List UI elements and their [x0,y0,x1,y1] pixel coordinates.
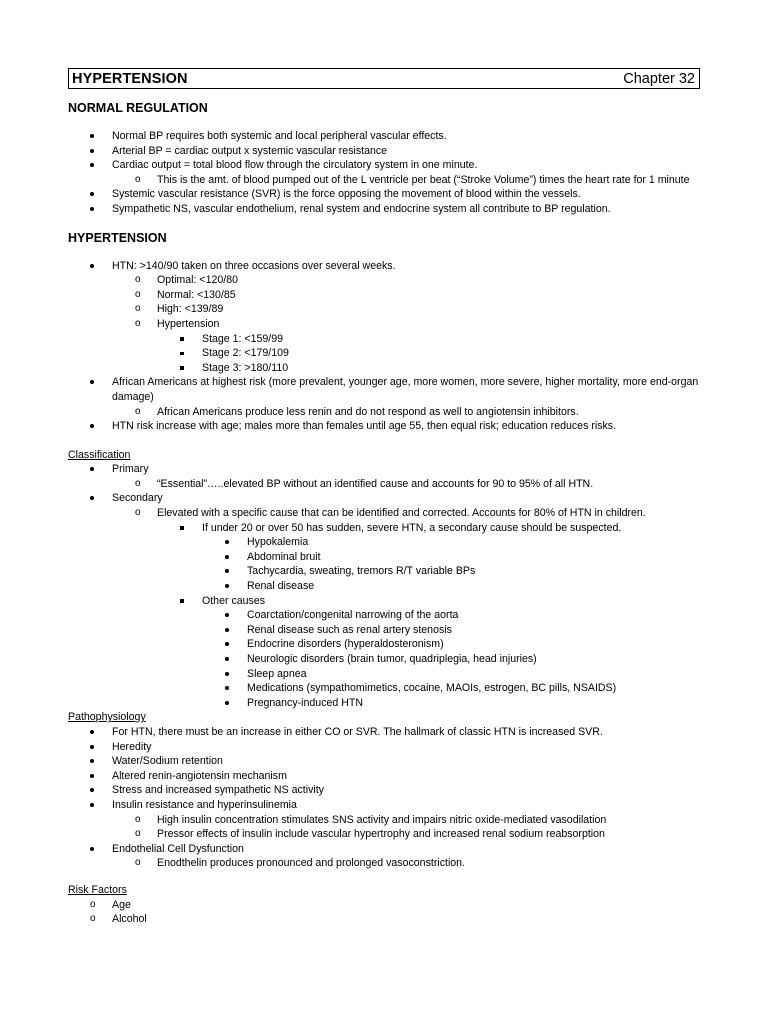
list-item: Stress and increased sympathetic NS activity [68,783,708,798]
list-item: Endocrine disorders (hyperaldosteronism) [68,637,708,652]
circle-bullet-icon: o [135,303,141,315]
bullet-icon [225,657,229,661]
list-item: Primary [68,462,708,477]
bullet-icon [90,149,94,153]
normal-regulation-list [68,129,708,217]
list-item: o This is the amt. of blood pumped out of the L ventricle per beat (“Stroke Volume”) times the heart rate for 1 minute [135,173,690,186]
square-bullet-icon [180,599,184,603]
bullet-icon [225,569,229,573]
hypertension-list [68,259,708,434]
list-item: Neurologic disorders (brain tumor, quadriplegia, head injuries) [68,652,708,667]
bullet-icon [90,774,94,778]
list-item: o Elevated with a specific cause that can be identified and corrected. Accounts for 80% of HTN in children. [135,507,646,520]
circle-bullet-icon: o [135,317,141,329]
list-item: HTN: >140/90 taken on three occasions over several weeks. [68,259,708,274]
bullet-icon [90,163,94,167]
list-item: o Optimal: <120/80 [135,274,238,287]
list-item: o Normal: <130/85 [135,288,236,301]
list-item: Secondary [68,491,708,506]
circle-bullet-icon: o [135,813,141,825]
list-item: o Age [90,898,131,911]
list-item: Other causes [68,594,708,609]
subheading-pathophysiology: Pathophysiology [68,711,146,724]
bullet-icon [90,134,94,138]
bullet-icon [90,730,94,734]
circle-bullet-icon: o [135,477,141,489]
list-item: If under 20 or over 50 has sudden, severe HTN, a secondary cause should be suspected. [68,521,708,536]
bullet-icon [90,207,94,211]
list-item: For HTN, there must be an increase in either CO or SVR. The hallmark of classic HTN is increased SVR. [68,725,708,740]
bullet-icon [225,672,229,676]
circle-bullet-icon: o [90,898,96,910]
bullet-icon [90,424,94,428]
list-item: Medications (sympathomimetics, cocaine, MAOIs, estrogen, BC pills, NSAIDS) [68,681,708,696]
section-heading-normal-regulation: NORMAL REGULATION [68,101,208,115]
bullet-icon [90,745,94,749]
list-item: o Alcohol [90,913,147,926]
square-bullet-icon [180,352,184,356]
bullet-icon [225,613,229,617]
bullet-icon [90,192,94,196]
circle-bullet-icon: o [135,405,141,417]
bullet-icon [225,701,229,705]
list-item: Renal disease [68,579,708,594]
list-item: o Pressor effects of insulin include vascular hypertrophy and increased renal sodium reabsorption [135,828,605,841]
bullet-icon [225,686,229,690]
bullet-icon [90,496,94,500]
bullet-icon [90,467,94,471]
document-body [68,100,708,927]
square-bullet-icon [180,337,184,341]
square-bullet-icon [180,366,184,370]
circle-bullet-icon: o [135,274,141,286]
bullet-icon [90,264,94,268]
list-item: o High insulin concentration stimulates SNS activity and impairs nitric oxide-mediated vasodilation [135,813,607,826]
bullet-icon [225,584,229,588]
bullet-icon [90,847,94,851]
list-item: Endothelial Cell Dysfunction [68,842,708,857]
list-item: Water/Sodium retention [68,754,708,769]
bullet-icon [90,759,94,763]
risk-factors-list [68,898,708,927]
list-item: Abdominal bruit [68,550,708,565]
circle-bullet-icon: o [135,828,141,840]
chapter-label: Chapter 32 [623,70,695,87]
circle-bullet-icon: o [135,507,141,519]
list-item: Heredity [68,740,708,755]
list-item: Renal disease such as renal artery stenosis [68,623,708,638]
list-item: Arterial BP = cardiac output x systemic vascular resistance [68,144,708,159]
list-item: Tachycardia, sweating, tremors R/T variable BPs [68,564,708,579]
list-item: o High: <139/89 [135,303,224,316]
list-item: Stage 2: <179/109 [68,346,708,361]
subheading-risk-factors: Risk Factors [68,883,127,896]
bullet-icon [225,642,229,646]
list-item: Systemic vascular resistance (SVR) is the force opposing the movement of blood within the vessels. [68,187,708,202]
title-bar [68,68,700,89]
square-bullet-icon [180,526,184,530]
list-item: Hypokalemia [68,535,708,550]
list-item: o African Americans produce less renin and do not respond as well to angiotensin inhibitors. [135,405,579,418]
list-item: Stage 1: <159/99 [68,332,708,347]
list-item: Insulin resistance and hyperinsulinemia [68,798,708,813]
bullet-icon [90,380,94,384]
list-item: Stage 3: >180/110 [68,361,708,376]
list-item: Normal BP requires both systemic and local peripheral vascular effects. [68,129,708,144]
list-item: o “Essential”…..elevated BP without an identified cause and accounts for 90 to 95% of all HTN. [135,477,594,490]
list-item: o Hypertension [135,317,220,330]
circle-bullet-icon: o [90,913,96,925]
list-item: HTN risk increase with age; males more than females until age 55, then equal risk; education reduces risks. [68,419,708,434]
circle-bullet-icon: o [135,857,141,869]
list-item: Sympathetic NS, vascular endothelium, renal system and endocrine system all contribute to BP regulation. [68,202,708,217]
bullet-icon [90,788,94,792]
section-heading-hypertension: HYPERTENSION [68,230,167,245]
circle-bullet-icon: o [135,173,141,185]
bullet-icon [225,628,229,632]
document-title: HYPERTENSION [72,70,188,87]
classification-list [68,462,708,710]
subheading-classification: Classification [68,448,131,461]
bullet-icon [225,540,229,544]
list-item: Coarctation/congenital narrowing of the aorta [68,608,708,623]
list-item: Altered renin-angiotensin mechanism [68,769,708,784]
list-item: Pregnancy-induced HTN [68,696,708,711]
bullet-icon [225,555,229,559]
circle-bullet-icon: o [135,288,141,300]
list-item: o Enodthelin produces pronounced and prolonged vasoconstriction. [135,857,466,870]
list-item: Cardiac output = total blood flow through the circulatory system in one minute. [68,158,708,173]
list-item: African Americans at highest risk (more prevalent, younger age, more women, more severe, higher mortality, more end-organ damage) [68,375,708,404]
pathophysiology-list [68,725,708,871]
list-item: Sleep apnea [68,667,708,682]
bullet-icon [90,803,94,807]
